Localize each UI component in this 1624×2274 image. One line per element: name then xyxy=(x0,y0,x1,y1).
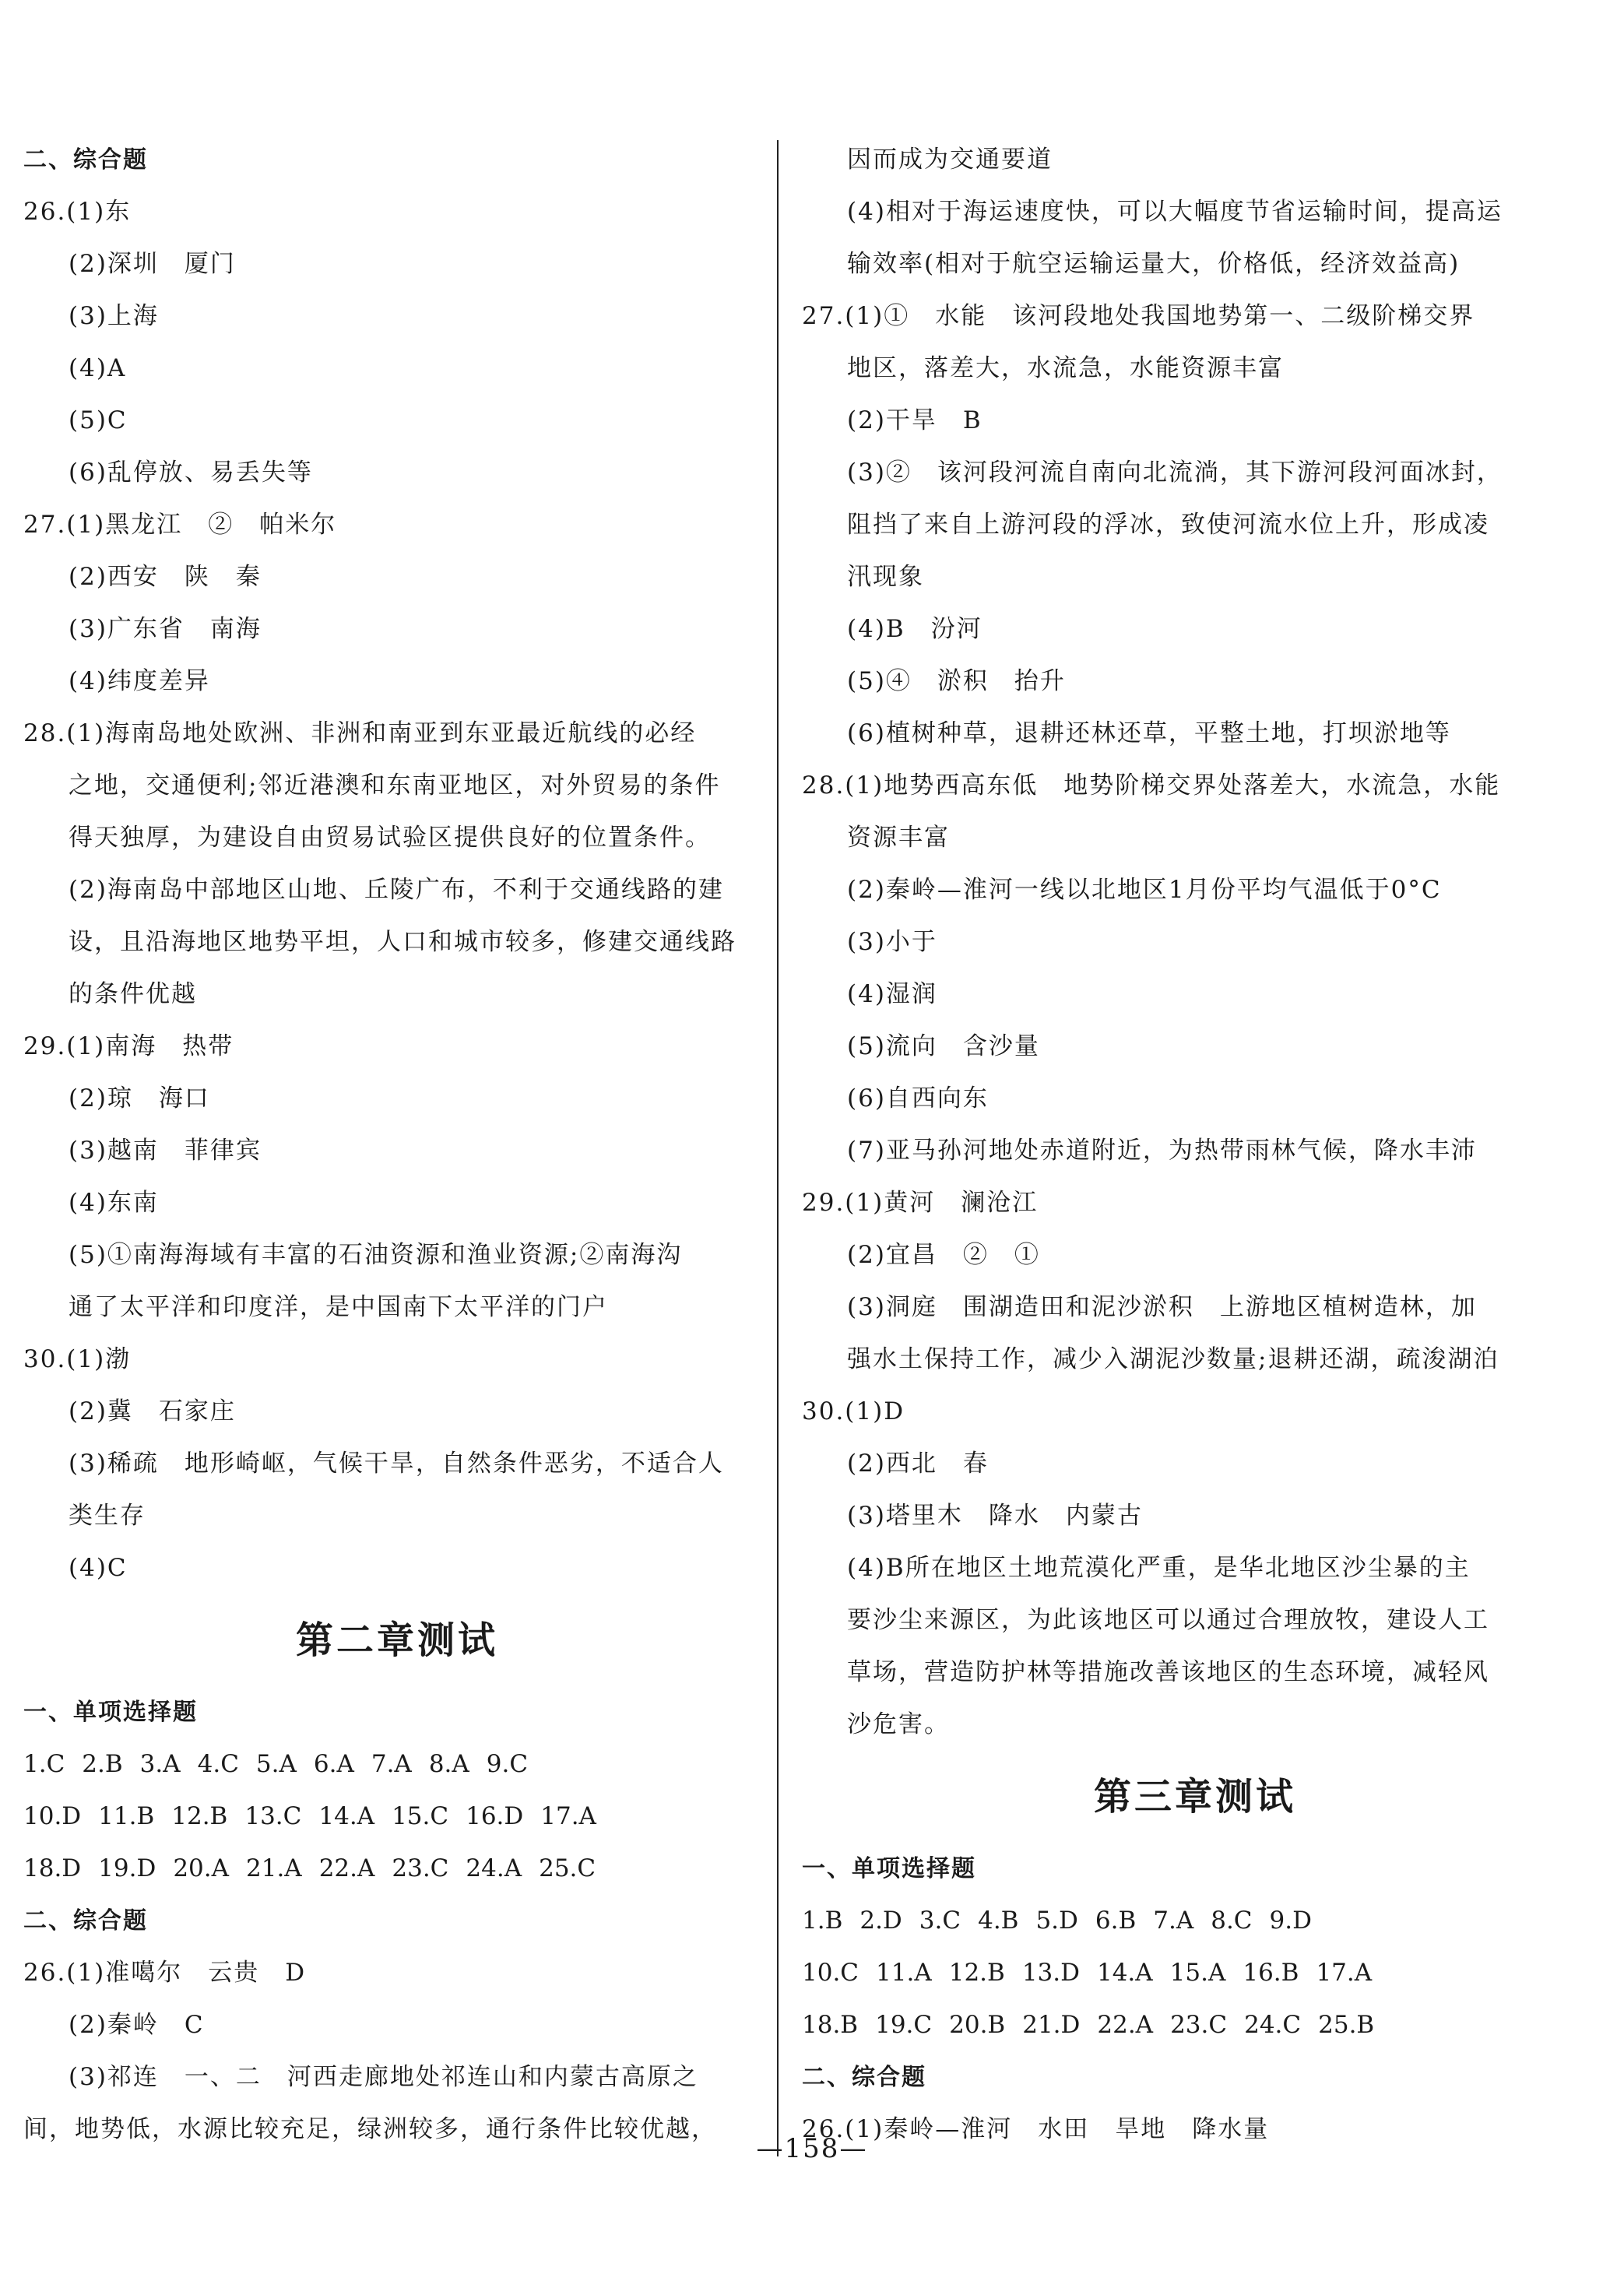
answer-line: 28.(1)海南岛地处欧洲、非洲和南亚到东亚最近航线的必经 xyxy=(23,719,697,747)
chapter-title: 第三章测试 xyxy=(1093,1775,1296,1819)
mc-answer: 1.C xyxy=(23,1750,65,1778)
answer-line: (2)干旱 B xyxy=(847,406,982,434)
answer-line: (4)湿润 xyxy=(847,980,937,1008)
mc-answer: 7.A xyxy=(371,1750,412,1778)
mc-answer: 20.A xyxy=(173,1854,229,1882)
answer-line: 要沙尘来源区，为此该地区可以通过合理放牧，建设人工 xyxy=(847,1606,1489,1634)
chapter-title: 第二章测试 xyxy=(295,1619,498,1662)
answer-line: 地区，落差大，水流急，水能资源丰富 xyxy=(847,354,1284,382)
answer-line: (5)④ 淤积 抬升 xyxy=(847,667,1066,695)
mc-answer: 11.A xyxy=(876,1959,932,1987)
answer-line: 29.(1)黄河 澜沧江 xyxy=(802,1189,1039,1217)
answer-line: 得天独厚，为建设自由贸易试验区提供良好的位置条件。 xyxy=(69,824,711,852)
answer-line: (5)C xyxy=(69,406,128,434)
answer-line: (5)①南海海域有丰富的石油资源和渔业资源;②南海沟 xyxy=(69,1241,683,1269)
answer-line: (3)越南 菲律宾 xyxy=(69,1137,262,1165)
mc-answer: 2.B xyxy=(82,1750,123,1778)
answer-line: (2)冀 石家庄 xyxy=(69,1397,236,1425)
mc-answer: 6.B xyxy=(1095,1907,1137,1935)
answer-line: 草场，营造防护林等措施改善该地区的生态环境，减轻风 xyxy=(847,1658,1489,1686)
answer-line: (3)小于 xyxy=(847,928,937,956)
mc-answer-row xyxy=(23,1791,771,1843)
answer-line: (4)纬度差异 xyxy=(69,667,210,695)
mc-answer: 15.C xyxy=(392,1802,449,1830)
answer-line: (2)西安 陕 秦 xyxy=(69,563,262,591)
mc-answer: 1.B xyxy=(802,1907,843,1935)
answer-line: 的条件优越 xyxy=(69,980,197,1008)
mc-answer: 21.A xyxy=(246,1854,302,1882)
mc-answer-row xyxy=(802,1947,1588,1999)
mc-answer: 12.B xyxy=(948,1959,1005,1987)
answer-line: (6)乱停放、易丢失等 xyxy=(69,459,313,487)
mc-answer: 9.C xyxy=(486,1750,529,1778)
page-number: —158— xyxy=(756,2133,868,2164)
mc-answer: 3.A xyxy=(139,1750,181,1778)
mc-answer: 18.B xyxy=(802,2011,859,2039)
answer-line: (5)流向 含沙量 xyxy=(847,1032,1040,1060)
mc-answer: 8.A xyxy=(428,1750,469,1778)
answer-line: 阻挡了来自上游河段的浮冰，致使河流水位上升，形成凌 xyxy=(847,511,1489,539)
mc-answer: 21.D xyxy=(1022,2011,1081,2039)
answer-line: 28.(1)地势西高东低 地势阶梯交界处落差大，水流急，水能 xyxy=(802,771,1501,800)
answer-line: 强水土保持工作，减少入湖泥沙数量;退耕还湖，疏浚湖泊 xyxy=(847,1345,1499,1373)
mc-answer: 17.A xyxy=(1316,1959,1373,1987)
answer-line: 因而成为交通要道 xyxy=(847,146,1053,174)
answer-line: 29.(1)南海 热带 xyxy=(23,1032,234,1060)
answer-line: (4)C xyxy=(69,1554,128,1582)
section-title: 二、综合题 xyxy=(802,2064,926,2091)
mc-answer: 23.C xyxy=(392,1854,449,1882)
mc-answer: 22.A xyxy=(318,1854,375,1882)
mc-answer-row xyxy=(23,1843,771,1895)
answer-line: (2)西北 春 xyxy=(847,1450,989,1478)
answer-line: (2)宜昌 ② ① xyxy=(847,1241,1040,1269)
answer-line: 通了太平洋和印度洋，是中国南下太平洋的门户 xyxy=(69,1293,608,1321)
answer-line: (6)植树种草，退耕还林还草，平整土地，打坝淤地等 xyxy=(847,719,1451,747)
section-title: 一、单项选择题 xyxy=(802,1855,976,1882)
answer-line: 30.(1)D xyxy=(802,1397,905,1425)
answer-line: 资源丰富 xyxy=(847,824,950,852)
answer-line: 沙危害。 xyxy=(847,1710,950,1738)
answer-line: 26.(1)准噶尔 云贵 D xyxy=(23,1959,307,1987)
answer-line: (4)相对于海运速度快，可以大幅度节省运输时间，提高运 xyxy=(847,198,1503,226)
answer-line: (7)亚马孙河地处赤道附近，为热带雨林气候，降水丰沛 xyxy=(847,1137,1477,1165)
mc-answer: 12.B xyxy=(171,1802,228,1830)
mc-answer: 15.A xyxy=(1169,1959,1226,1987)
mc-answer: 10.C xyxy=(802,1959,859,1987)
mc-answer: 10.D xyxy=(23,1802,82,1830)
answer-line: (3)上海 xyxy=(69,302,159,330)
answer-line: 26.(1)秦岭—淮河 水田 旱地 降水量 xyxy=(802,2115,1270,2143)
answer-line: 30.(1)渤 xyxy=(23,1345,132,1373)
mc-answer: 7.A xyxy=(1153,1907,1194,1935)
answer-line: (3)广东省 南海 xyxy=(69,615,262,643)
answer-line: (3)② 该河段河流自南向北流淌，其下游河段河面冰封， xyxy=(847,459,1503,487)
answer-line: (3)稀疏 地形崎岖，气候干旱，自然条件恶劣，不适合人 xyxy=(69,1450,724,1478)
answer-line: 汛现象 xyxy=(847,563,924,591)
mc-answer: 17.A xyxy=(540,1802,596,1830)
mc-answer: 14.A xyxy=(318,1802,375,1830)
answer-line: 间，地势低，水源比较充足，绿洲较多，通行条件比较优越， xyxy=(23,2115,717,2143)
column-divider xyxy=(777,140,779,2156)
answer-line: 26.(1)东 xyxy=(23,198,132,226)
mc-answer: 18.D xyxy=(23,1854,82,1882)
answer-line: (6)自西向东 xyxy=(847,1084,989,1112)
mc-answer: 22.A xyxy=(1097,2011,1154,2039)
mc-answer: 14.A xyxy=(1096,1959,1153,1987)
answer-line: (2)秦岭—淮河一线以北地区1月份平均气温低于0°C xyxy=(847,876,1442,904)
answer-line: 之地，交通便利;邻近港澳和东南亚地区，对外贸易的条件 xyxy=(69,771,721,800)
mc-answer: 3.C xyxy=(919,1907,961,1935)
mc-answer: 8.C xyxy=(1211,1907,1253,1935)
mc-answer: 19.C xyxy=(875,2011,933,2039)
mc-answer: 20.B xyxy=(949,2011,1006,2039)
mc-answer: 16.D xyxy=(466,1802,524,1830)
mc-answer: 24.C xyxy=(1244,2011,1302,2039)
mc-answer: 13.C xyxy=(244,1802,302,1830)
answer-line: (3)祁连 一、二 河西走廊地处祁连山和内蒙古高原之 xyxy=(69,2063,698,2091)
answer-line: 27.(1)黑龙江 ② 帕米尔 xyxy=(23,511,337,539)
mc-answer-row xyxy=(23,1738,771,1791)
answer-line: (2)深圳 厦门 xyxy=(69,250,236,278)
mc-answer-row xyxy=(802,1999,1588,2051)
mc-answer: 4.B xyxy=(978,1907,1019,1935)
mc-answer: 6.A xyxy=(313,1750,354,1778)
mc-answer: 25.B xyxy=(1318,2011,1375,2039)
mc-answer: 9.D xyxy=(1269,1907,1312,1935)
answer-line: (4)东南 xyxy=(69,1189,159,1217)
answer-line: (4)A xyxy=(69,354,127,382)
answer-line: 输效率(相对于航空运输运量大，价格低，经济效益高) xyxy=(847,250,1461,278)
mc-answer: 24.A xyxy=(466,1854,522,1882)
mc-answer: 25.C xyxy=(539,1854,596,1882)
mc-answer: 19.D xyxy=(98,1854,156,1882)
answer-line: (4)B所在地区土地荒漠化严重，是华北地区沙尘暴的主 xyxy=(847,1554,1471,1582)
mc-answer-row xyxy=(802,1895,1588,1947)
mc-answer: 11.B xyxy=(98,1802,155,1830)
mc-answer: 13.D xyxy=(1021,1959,1080,1987)
answer-line: 类生存 xyxy=(69,1502,146,1530)
answer-line: (4)B 汾河 xyxy=(847,615,982,643)
right-column xyxy=(802,134,1588,2156)
mc-answer: 5.A xyxy=(255,1750,297,1778)
mc-answer: 5.D xyxy=(1035,1907,1078,1935)
answer-line: (3)洞庭 围湖造田和泥沙淤积 上游地区植树造林，加 xyxy=(847,1293,1477,1321)
section-title: 一、单项选择题 xyxy=(23,1699,198,1726)
left-column xyxy=(23,134,771,2156)
answer-line: 27.(1)① 水能 该河段地处我国地势第一、二级阶梯交界 xyxy=(802,302,1475,330)
section-title: 二、综合题 xyxy=(23,1907,148,1935)
answer-line: (2)海南岛中部地区山地、丘陵广布，不利于交通线路的建 xyxy=(69,876,724,904)
answer-line: (3)塔里木 降水 内蒙古 xyxy=(847,1502,1143,1530)
answer-line: 设，且沿海地区地势平坦，人口和城市较多，修建交通线路 xyxy=(69,928,736,956)
answer-line: (2)琼 海口 xyxy=(69,1084,210,1112)
section-title: 二、综合题 xyxy=(23,146,148,174)
mc-answer: 16.B xyxy=(1243,1959,1299,1987)
mc-answer: 2.D xyxy=(859,1907,902,1935)
mc-answer: 23.C xyxy=(1170,2011,1228,2039)
mc-answer: 4.C xyxy=(197,1750,239,1778)
answer-line: (2)秦岭 C xyxy=(69,2011,205,2039)
